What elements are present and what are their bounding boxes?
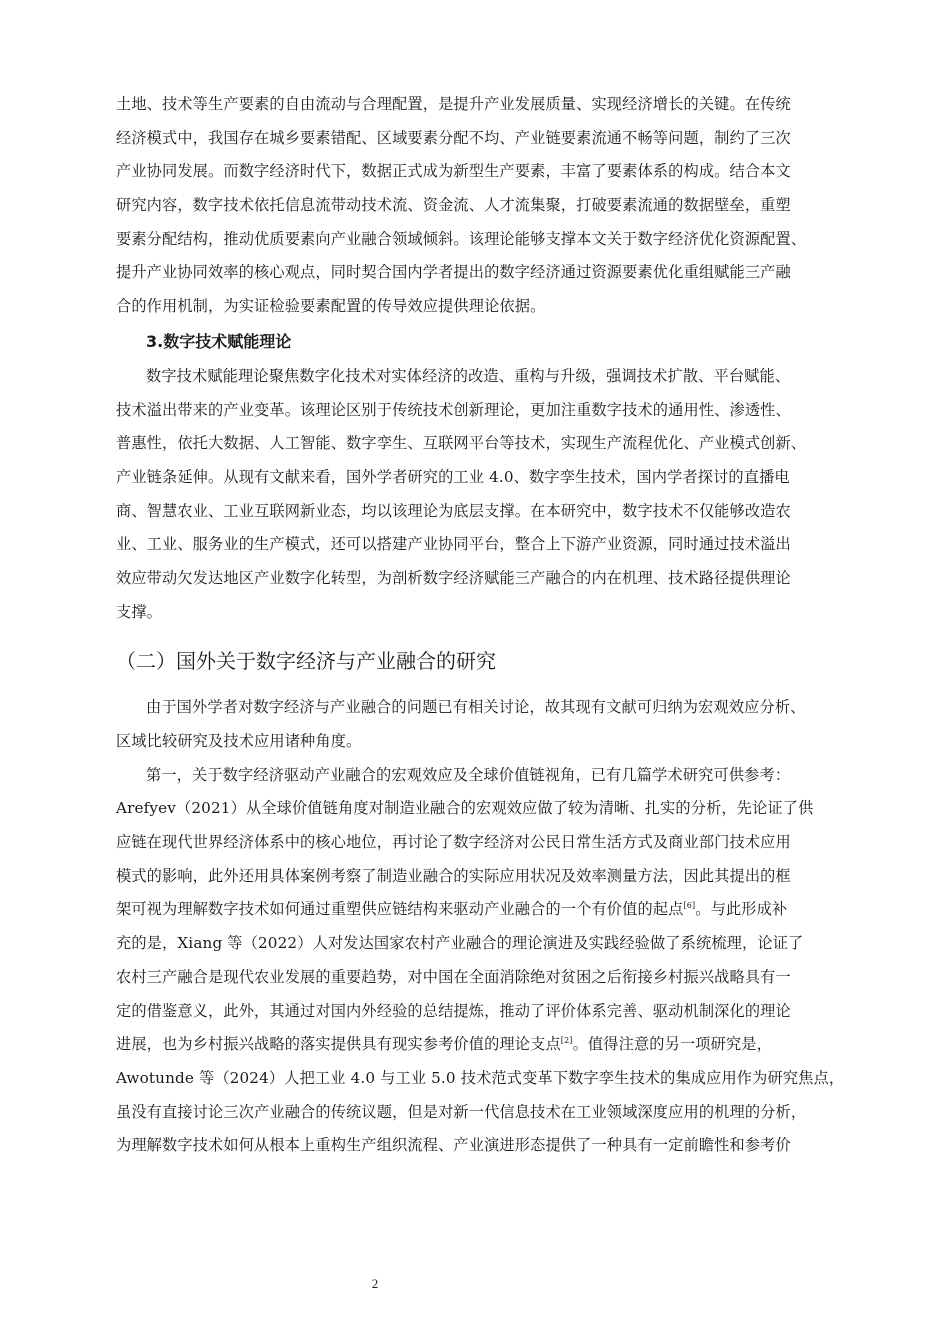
text-line: 应链在现代世界经济体系中的核心地位，再讨论了数字经济对公民日常生活方式及商业部门技术应用 — [116, 833, 791, 852]
text-line: 土地、技术等生产要素的自由流动与合理配置，是提升产业发展质量、实现经济增长的关键。在传统 — [116, 95, 791, 113]
text-segment: 架可视为理解数字技术如何通过重塑供应链结构来驱动产业融合的一个有价值的起点 — [116, 900, 684, 919]
text-segment: 进展，也为乡村振兴战略的落实提供具有现实参考价值的理论支点 — [116, 1035, 561, 1054]
text-line: 普惠性，依托大数据、人工智能、数字孪生、互联网平台等技术，实现生产流程优化、产业模式创新、 — [116, 434, 807, 453]
page-content — [116, 88, 856, 1163]
text-line-with-citation — [116, 1028, 856, 1062]
subheading-digital-tech-empowerment: 3.数字技术赋能理论 — [146, 331, 292, 351]
text-line: Arefyev（2021）从全球价值链角度对制造业融合的宏观效应做了较为清晰、扎实的分析，先论证了供 — [116, 799, 814, 818]
text-line: 效应带动欠发达地区产业数字化转型，为剖析数字经济赋能三产融合的内在机理、技术路径提供理论 — [116, 568, 791, 587]
section-heading-foreign-research: （二）国外关于数字经济与产业融合的研究 — [116, 649, 496, 674]
text-line: 定的借鉴意义，此外，其通过对国内外经验的总结提炼，推动了评价体系完善、驱动机制深化的理论 — [116, 1001, 791, 1020]
text-line-with-citation — [116, 893, 856, 927]
text-line: 合的作用机制，为实证检验要素配置的传导效应提供理论依据。 — [116, 297, 546, 316]
page-number: 2 — [371, 1276, 379, 1291]
paragraph-factor-allocation — [116, 88, 856, 324]
text-line: Awotunde 等（2024）人把工业 4.0 与工业 5.0 技术范式变革下数字孪生技术的集成应用作为研究焦点， — [116, 1068, 845, 1087]
text-line: 商、智慧农业、工业互联网新业态，均以该理论为底层支撑。在本研究中，数字技术不仅能够改造农 — [116, 501, 791, 520]
text-line: 支撑。 — [116, 602, 163, 621]
citation-ref-2: [2] — [560, 1036, 573, 1046]
text-line: 第一，关于数字经济驱动产业融合的宏观效应及全球价值链视角，已有几篇学术研究可供参考： — [146, 765, 791, 784]
text-line: 技术溢出带来的产业变革。该理论区别于传统技术创新理论，更加注重数字技术的通用性、渗透性、 — [116, 400, 791, 419]
text-line: 区域比较研究及技术应用诸种角度。 — [116, 732, 362, 750]
text-line: 要素分配结构，推动优质要素向产业融合领域倾斜。该理论能够支撑本文关于数字经济优化资源配置、 — [116, 229, 807, 248]
text-line: 模式的影响，此外还用具体案例考察了制造业融合的实际应用状况及效率测量方法，因此其提出的框 — [116, 866, 791, 885]
text-line: 研究内容，数字技术依托信息流带动技术流、资金流、人才流集聚，打破要素流通的数据壁垒，重塑 — [116, 196, 791, 215]
text-line: 充的是，Xiang 等（2022）人对发达国家农村产业融合的理论演进及实践经验做了系统梳理，论证了 — [116, 934, 804, 953]
paragraph-first-perspective — [116, 759, 856, 1163]
paragraph-foreign-overview — [116, 691, 856, 758]
text-line: 经济模式中，我国存在城乡要素错配、区域要素分配不均、产业链要素流通不畅等问题，制约了三次 — [116, 128, 791, 147]
citation-ref-6: [6] — [683, 901, 696, 911]
text-segment: 。与此形成补 — [695, 900, 788, 919]
paragraph-digital-tech-theory — [116, 360, 856, 630]
text-segment: 。值得注意的另一项研究是， — [572, 1035, 772, 1054]
text-line: 业、工业、服务业的生产模式，还可以搭建产业协同平台，整合上下游产业资源，同时通过技术溢出 — [116, 535, 791, 554]
text-line: 产业协同发展。而数字经济时代下，数据正式成为新型生产要素，丰富了要素体系的构成。结合本文 — [116, 162, 791, 181]
text-line: 农村三产融合是现代农业发展的重要趋势，对中国在全面消除绝对贫困之后衔接乡村振兴战略具有一 — [116, 967, 791, 986]
text-line: 虽没有直接讨论三次产业融合的传统议题，但是对新一代信息技术在工业领域深度应用的机理的分析， — [116, 1102, 807, 1121]
text-line: 由于国外学者对数字经济与产业融合的问题已有相关讨论，故其现有文献可归纳为宏观效应分析、 — [146, 698, 806, 717]
text-line: 为理解数字技术如何从根本上重构生产组织流程、产业演进形态提供了一种具有一定前瞻性和参考价 — [116, 1136, 791, 1155]
text-line: 数字技术赋能理论聚焦数字化技术对实体经济的改造、重构与升级，强调技术扩散、平台赋能、 — [146, 366, 791, 385]
text-line: 产业链条延伸。从现有文献来看，国外学者研究的工业 4.0、数字孪生技术，国内学者探讨的直播电 — [116, 467, 790, 486]
text-line: 提升产业协同效率的核心观点，同时契合国内学者提出的数字经济通过资源要素优化重组赋能三产融 — [116, 263, 791, 282]
